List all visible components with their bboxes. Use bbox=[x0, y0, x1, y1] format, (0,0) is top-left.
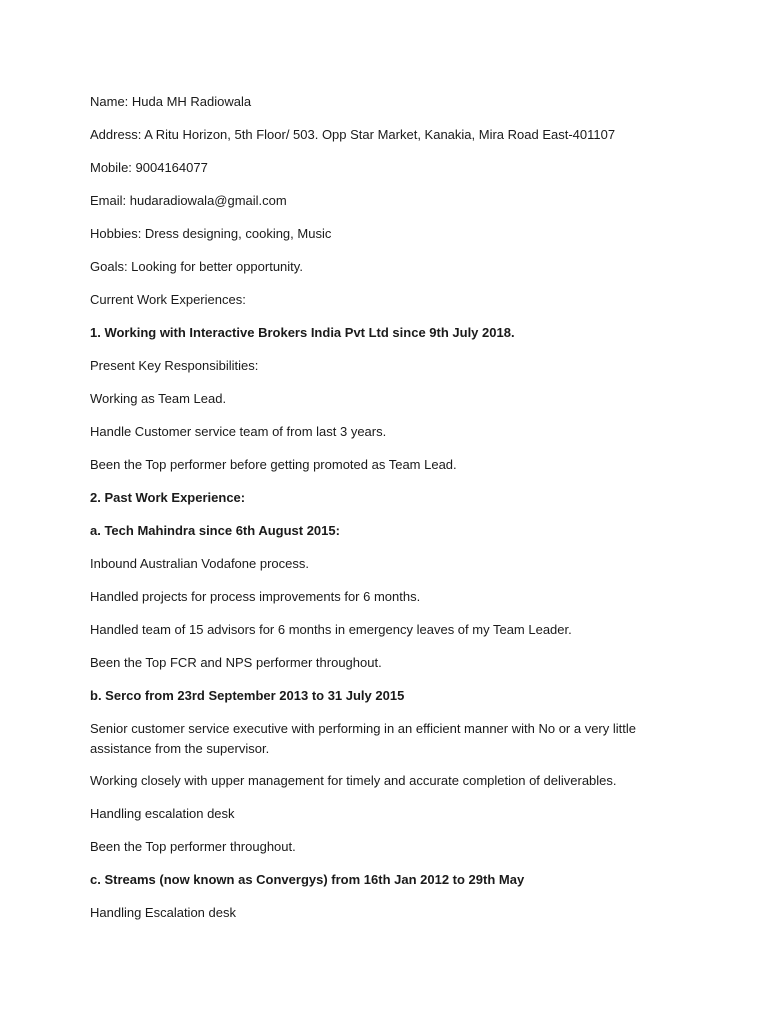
present-responsibilities-heading: Present Key Responsibilities: bbox=[90, 358, 259, 373]
address-line: Address: A Ritu Horizon, 5th Floor/ 503. Opp Star Market, Kanakia, Mira Road East-401107 bbox=[90, 127, 616, 142]
mobile-line: Mobile: 9004164077 bbox=[90, 160, 208, 175]
tech-mahindra-item: Handled projects for process improvements for 6 months. bbox=[90, 589, 421, 604]
current-experience-heading: Current Work Experiences: bbox=[90, 292, 246, 307]
tech-mahindra-heading: a. Tech Mahindra since 6th August 2015: bbox=[90, 523, 340, 538]
serco-item: Senior customer service executive with performing in an efficient manner with No or a very little assistance from the supervisor. bbox=[90, 721, 636, 756]
past-experience-heading: 2. Past Work Experience: bbox=[90, 490, 246, 505]
serco-item: Been the Top performer throughout. bbox=[90, 839, 296, 854]
tech-mahindra-item: Been the Top FCR and NPS performer throughout. bbox=[90, 655, 382, 670]
responsibility-item: Been the Top performer before getting promoted as Team Lead. bbox=[90, 457, 457, 472]
hobbies-line: Hobbies: Dress designing, cooking, Music bbox=[90, 226, 332, 241]
serco-item: Handling escalation desk bbox=[90, 806, 235, 821]
name-line: Name: Huda MH Radiowala bbox=[90, 94, 252, 109]
serco-heading: b. Serco from 23rd September 2013 to 31 July 2015 bbox=[90, 688, 405, 703]
goals-line: Goals: Looking for better opportunity. bbox=[90, 259, 303, 274]
resume-document bbox=[90, 92, 650, 936]
tech-mahindra-item: Inbound Australian Vodafone process. bbox=[90, 556, 309, 571]
serco-item: Working closely with upper management for timely and accurate completion of deliverables. bbox=[90, 773, 617, 788]
streams-item: Handling Escalation desk bbox=[90, 905, 236, 920]
email-line: Email: hudaradiowala@gmail.com bbox=[90, 193, 287, 208]
responsibility-item: Working as Team Lead. bbox=[90, 391, 227, 406]
tech-mahindra-item: Handled team of 15 advisors for 6 months in emergency leaves of my Team Leader. bbox=[90, 622, 572, 637]
streams-heading: c. Streams (now known as Convergys) from 16th Jan 2012 to 29th May bbox=[90, 872, 525, 887]
current-job-heading: 1. Working with Interactive Brokers India Pvt Ltd since 9th July 2018. bbox=[90, 325, 515, 340]
responsibility-item: Handle Customer service team of from last 3 years. bbox=[90, 424, 387, 439]
